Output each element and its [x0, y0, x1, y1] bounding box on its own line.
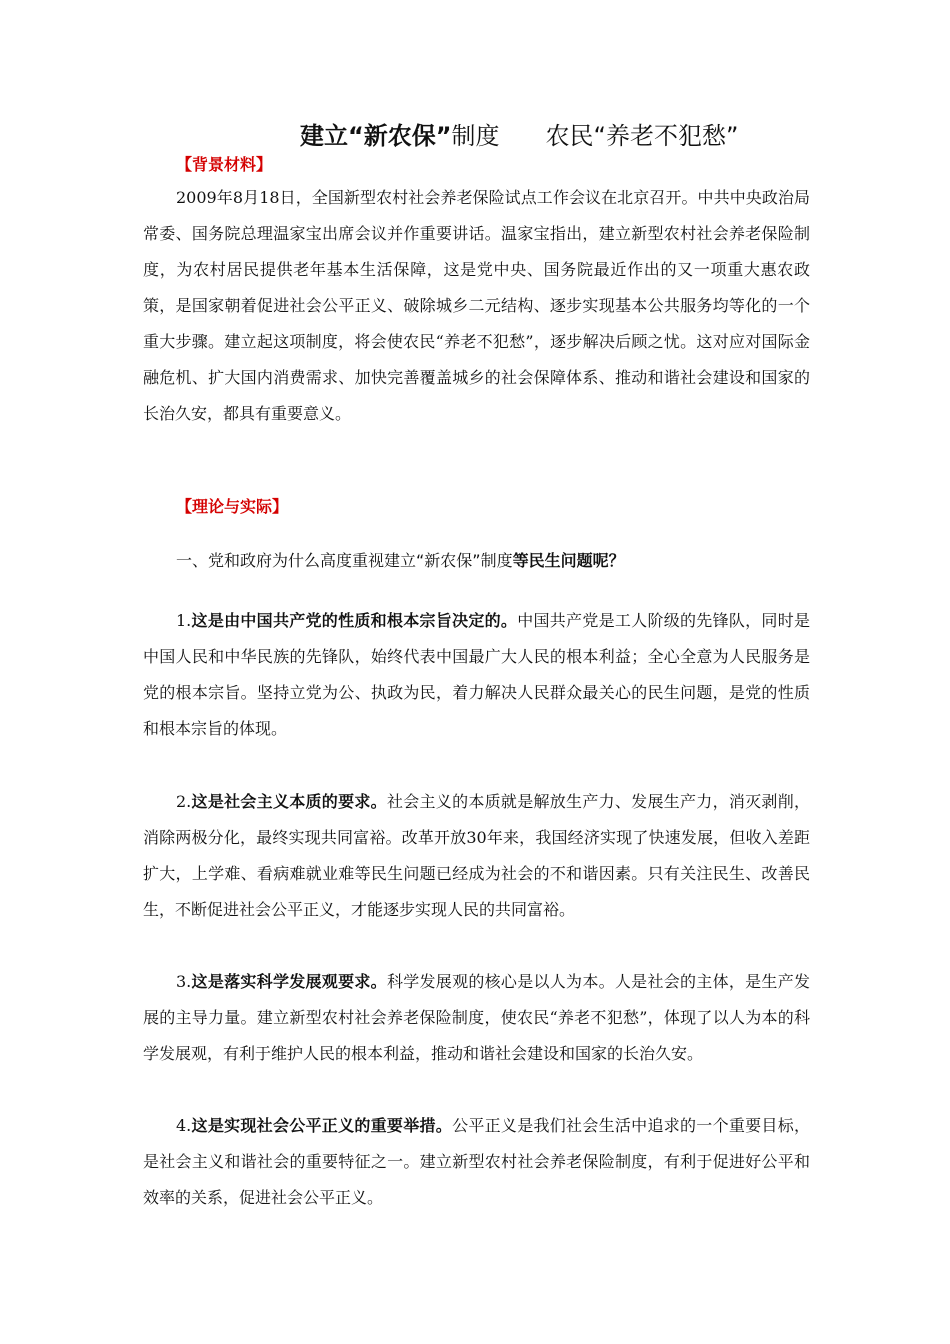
point-lead: 这是社会主义本质的要求。 [191, 792, 387, 811]
point-lead: 这是由中国共产党的性质和根本宗旨决定的。 [191, 611, 518, 630]
background-paragraph: 2009年8月18日，全国新型农村社会养老保险试点工作会议在北京召开。中共中央政治局常委、国务院总理温家宝出席会议并作重要讲话。温家宝指出，建立新型农村社会养老保险制度，为农村居民提供老年基本生活保障，这是党中央、国务院最近作出的又一项重大惠农政策，是国家朝着促进社会公平正义、破除城乡二元结构、逐步实现基本公共服务均等化的一个重大步骤。建立起这项制度，将会使农民“养老不犯愁”，逐步解决后顾之忧。这对应对国际金融危机、扩大国内消费需求、加快完善覆盖城乡的社会保障体系、推动和谐社会建设和国家的长治久安，都具有重要意义。 [143, 188, 810, 423]
title-part-subtitle: 农民“养老不犯愁” [545, 122, 739, 150]
point-lead: 这是实现社会公平正义的重要举措。 [191, 1116, 453, 1135]
point-text: 中国共产党是工人阶级的先锋队，同时是中国人民和中华民族的先锋队，始终代表中国最广大人民的根本利益；全心全意为人民服务是党的根本宗旨。坚持立党为公、执政为民，着力解决人民群众最关心的民生问题，是党的性质和根本宗旨的体现。 [143, 611, 810, 738]
title-part-bold: 建立“新农保” [300, 122, 452, 150]
question-heading [176, 548, 625, 571]
background-section-label: 【背景材料】 [176, 155, 273, 174]
document-title [300, 118, 738, 154]
point-paragraph-3 [143, 964, 810, 1072]
theory-section-label: 【理论与实际】 [176, 497, 289, 516]
point-text: 科学发展观的核心是以人为本。人是社会的主体，是生产发展的主导力量。建立新型农村社会养老保险制度，使农民“养老不犯愁”，体现了以人为本的科学发展观，有利于维护人民的根本利益，推动和谐社会建设和国家的长治久安。 [143, 972, 810, 1063]
point-paragraph-2 [143, 784, 810, 928]
point-lead: 这是落实科学发展观要求。 [191, 972, 387, 991]
point-number: 3. [176, 972, 192, 991]
point-number: 4. [176, 1116, 192, 1135]
question-text-bold: 等民生问题呢？ [512, 551, 625, 570]
point-text: 公平正义是我们社会生活中追求的一个重要目标，是社会主义和谐社会的重要特征之一。建立新型农村社会养老保险制度，有利于促进好公平和效率的关系，促进社会公平正义。 [143, 1116, 810, 1207]
title-part-system: 制度 [451, 122, 500, 150]
point-text: 社会主义的本质就是解放生产力、发展生产力，消灭剥削，消除两极分化，最终实现共同富裕。改革开放30年来，我国经济实现了快速发展，但收入差距扩大，上学难、看病难就业难等民生问题已经成为社会的不和谐因素。只有关注民生、改善民生，不断促进社会公平正义，才能逐步实现人民的共同富裕。 [143, 792, 810, 919]
point-number: 2. [176, 792, 192, 811]
point-paragraph-1 [143, 603, 810, 747]
point-paragraph-4 [143, 1108, 810, 1216]
point-number: 1. [176, 611, 192, 630]
question-text: 一、党和政府为什么高度重视建立“新农保”制度 [176, 551, 513, 570]
